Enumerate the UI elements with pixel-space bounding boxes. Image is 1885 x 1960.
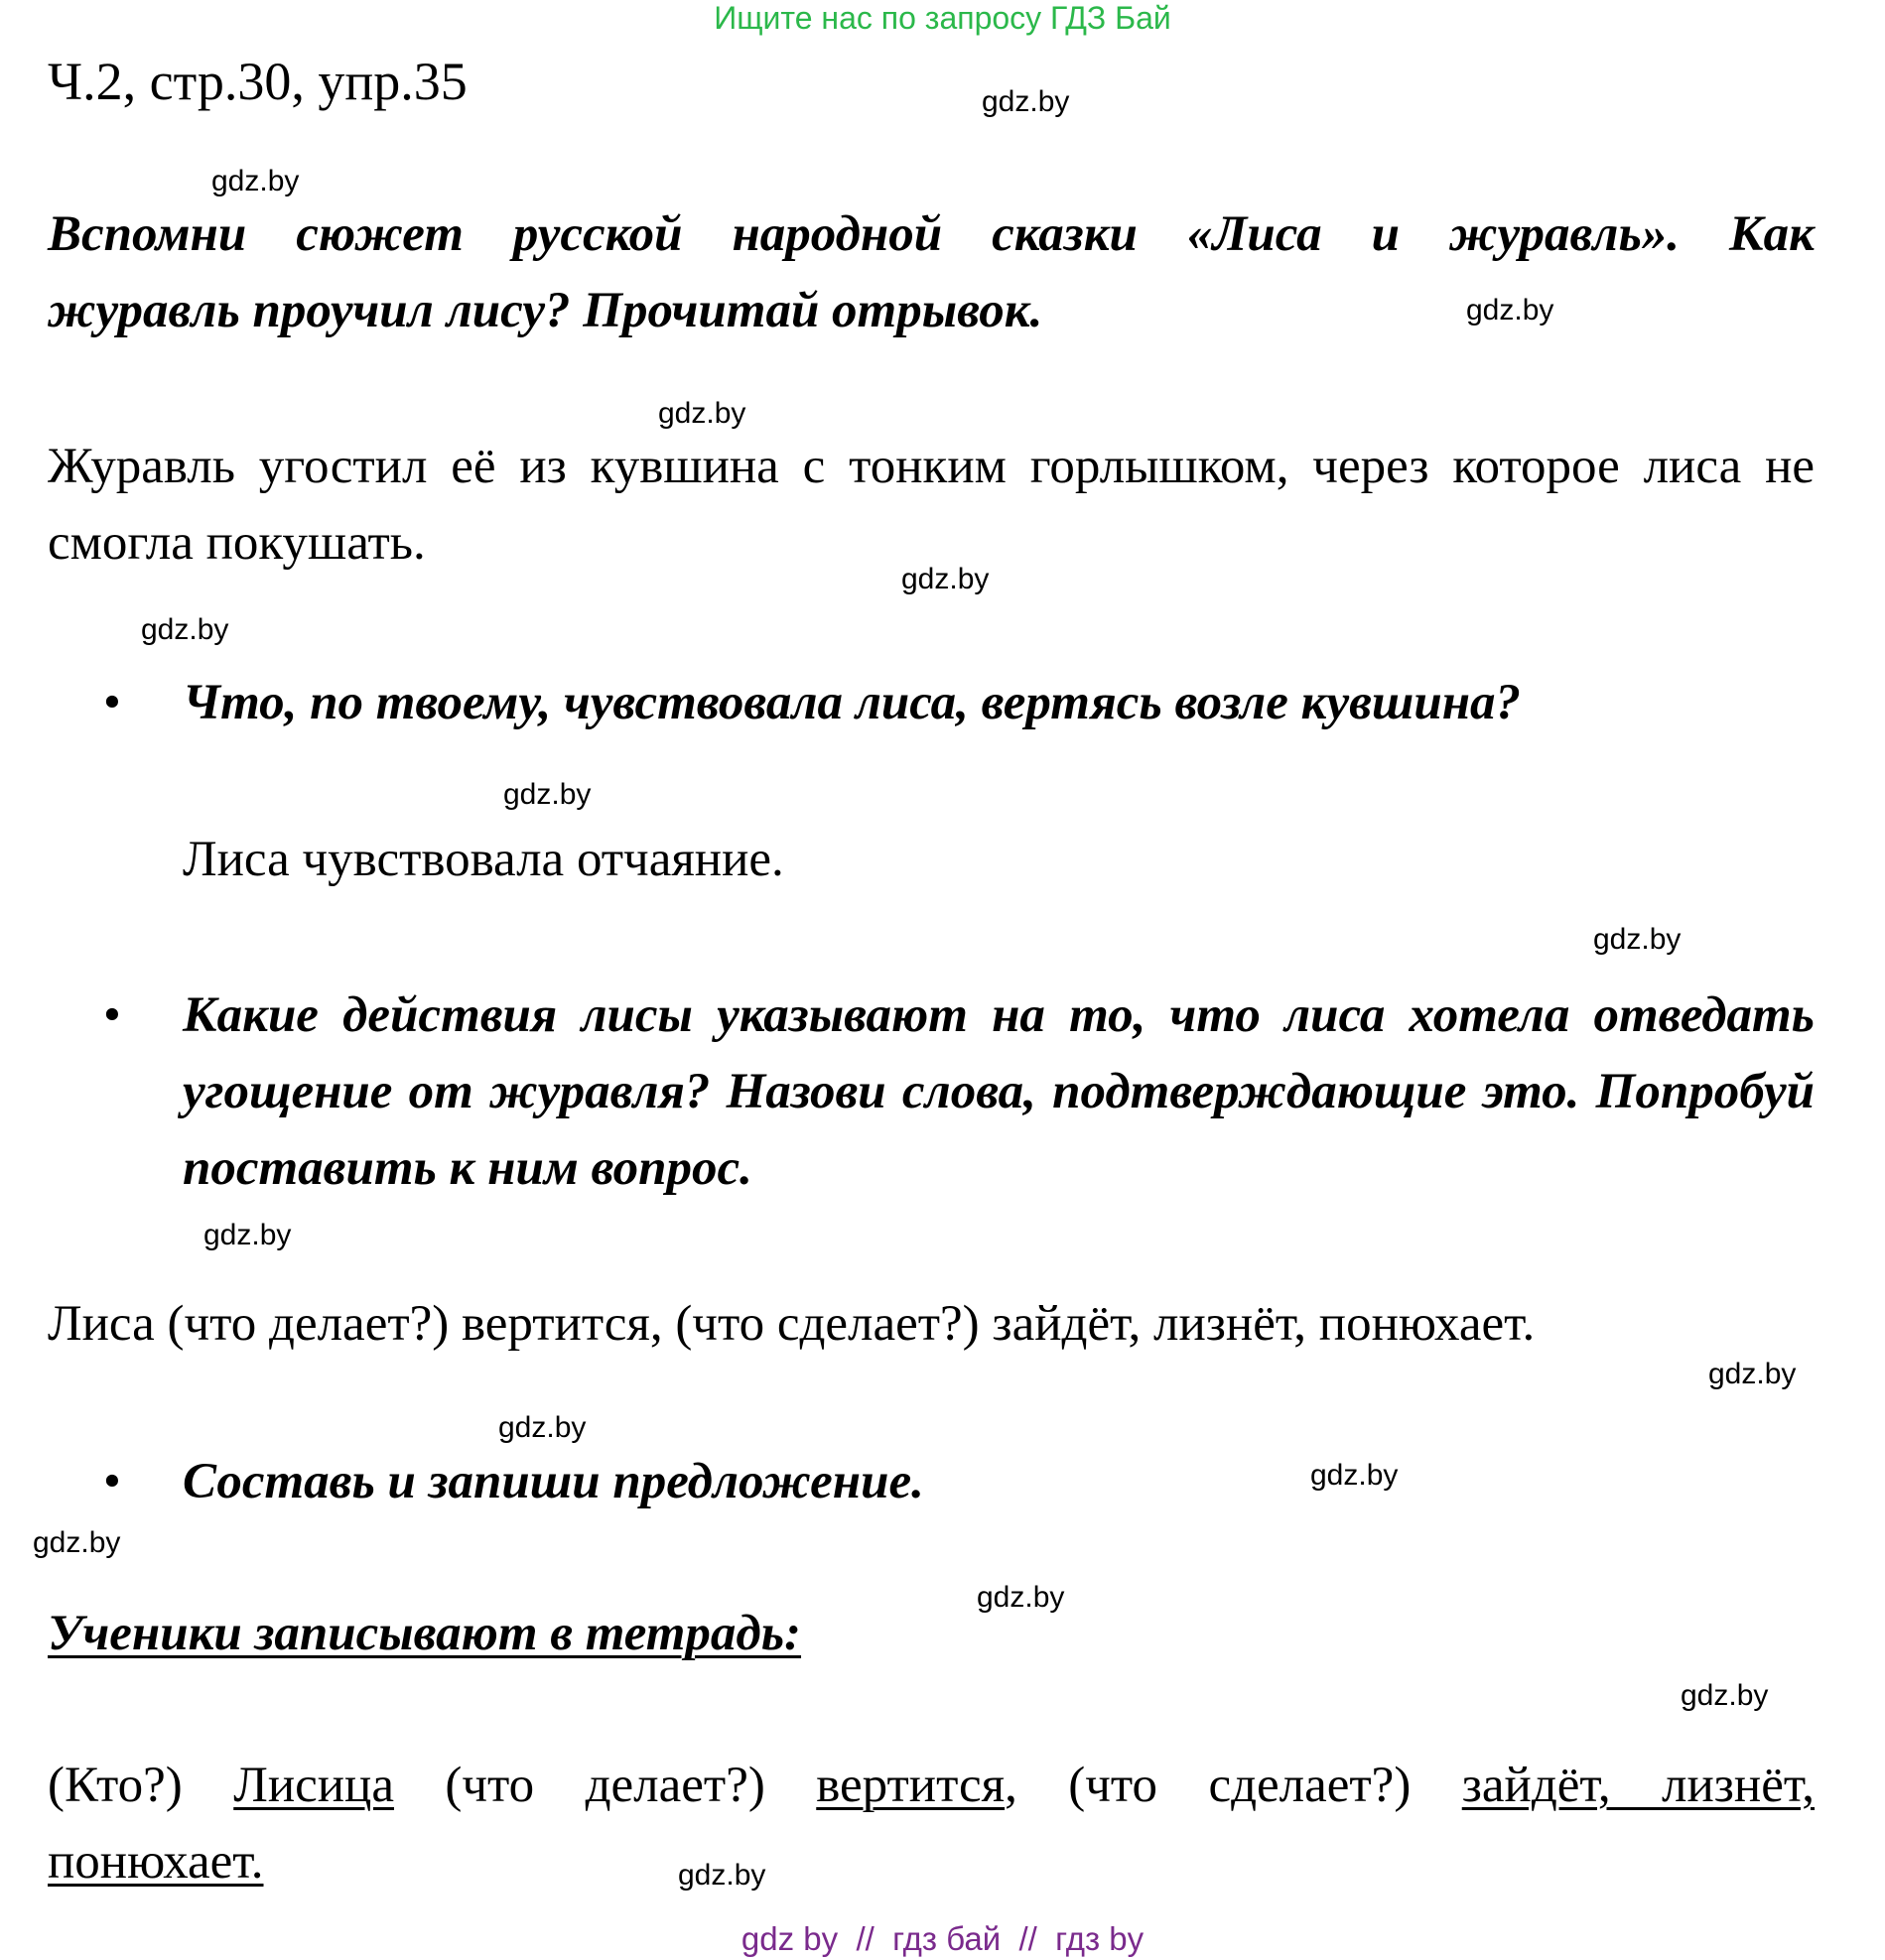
notebook-sentence [48, 1748, 1815, 1900]
task-line-2: журавль проучил лису? Прочитай отрывок. [48, 283, 1043, 338]
question-1-text: Что, по твоему, чувствовала лиса, вертясь возле кувшина? [183, 675, 1522, 730]
answer-2: Лиса (что делает?) вертится, (что сделает?) зайдёт, лизнёт, понюхает. [48, 1296, 1536, 1352]
watermark: gdz.by [498, 1411, 587, 1444]
search-banner-text: Ищите нас по запросу ГДЗ Бай [714, 0, 1171, 36]
verbs-word-group: зайдёт, лизнёт, [1461, 1758, 1816, 1813]
question-2-text: Какие действия лисы указывают на то, что лиса хотела отведать угощение от журавля? Назови слова, подтверждающие это. Попробуй поставить к ним вопрос. [183, 987, 1815, 1196]
question-doing: (что делает?) [445, 1758, 765, 1813]
bullet-icon: • [103, 675, 121, 730]
answer-1: Лиса чувствовала отчаяние. [183, 832, 784, 887]
watermark: gdz.by [1681, 1679, 1769, 1712]
question-who: (Кто?) [48, 1758, 183, 1813]
excerpt-paragraph: Журавль угостил её из кувшина с тонким горлышком, через которое лиса не смогла покушать. [48, 439, 1815, 571]
footer-banner [0, 1920, 1885, 1958]
verb-word: вертится [816, 1758, 1006, 1813]
bullet-icon: • [103, 987, 121, 1043]
watermark: gdz.by [658, 397, 746, 430]
watermark: gdz.by [1593, 923, 1682, 956]
verbs-last-word: понюхает. [48, 1834, 264, 1890]
question-2 [103, 978, 1815, 1207]
question-1 [103, 665, 1815, 741]
watermark: gdz.by [141, 613, 229, 646]
watermark: gdz.by [33, 1526, 121, 1559]
watermark: gdz.by [1310, 1459, 1399, 1492]
watermark: gdz.by [1708, 1358, 1797, 1390]
question-will-do: (что сделает?) [1068, 1758, 1412, 1813]
question-3-text: Составь и запиши предложение. [183, 1454, 924, 1509]
page-title: Ч.2, стр.30, упр.35 [48, 52, 468, 111]
watermark: gdz.by [982, 85, 1070, 118]
watermark: gdz.by [977, 1581, 1065, 1614]
question-3 [103, 1444, 1815, 1520]
footer-banner-text: gdz by // гдз бай // гдз by [741, 1920, 1144, 1957]
watermark: gdz.by [1466, 294, 1554, 327]
watermark: gdz.by [901, 563, 990, 595]
watermark: gdz.by [203, 1219, 292, 1251]
watermark: gdz.by [211, 165, 300, 197]
watermark: gdz.by [503, 778, 592, 811]
task-line-1: Вспомни сюжет русской народной сказки «Лиса и журавль». Как [48, 206, 1815, 262]
notebook-heading: Ученики записывают в тетрадь: [48, 1606, 802, 1661]
search-banner [0, 0, 1885, 36]
bullet-icon: • [103, 1454, 121, 1509]
watermark: gdz.by [678, 1859, 766, 1892]
comma: , [1005, 1758, 1017, 1813]
notebook-sentence-line-1 [48, 1748, 1815, 1824]
subject-word: Лисица [233, 1758, 394, 1813]
